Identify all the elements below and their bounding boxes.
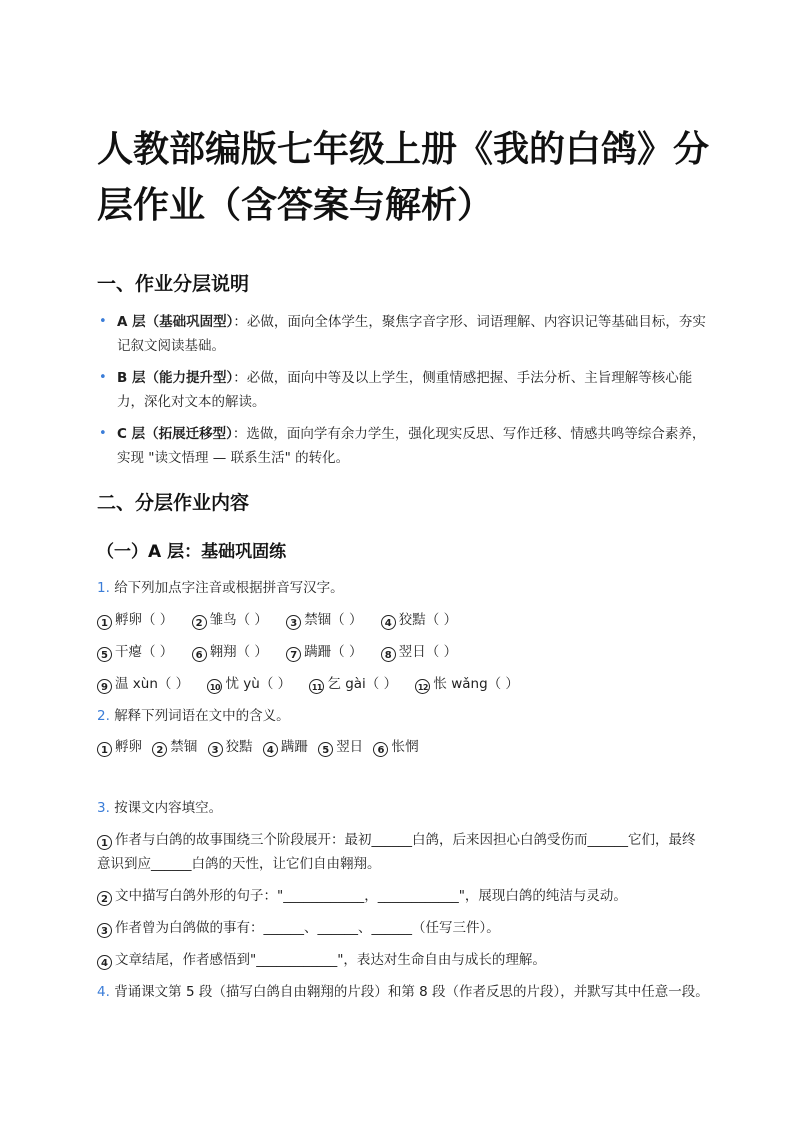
q2-word-list — [97, 735, 707, 759]
question-number: 4. — [97, 984, 110, 1000]
circled-number-icon: 1 — [97, 615, 112, 630]
item-text: 孵卵（ ） — [115, 612, 174, 628]
q1-row-1 — [97, 608, 707, 632]
list-item — [97, 310, 707, 358]
item-text: 翱翔（ ） — [209, 644, 268, 660]
item-text: 温 xùn（ ） — [115, 676, 190, 692]
word-text: 狡黠 — [225, 739, 253, 755]
circled-number-icon: 8 — [381, 647, 396, 662]
circled-number-icon: 4 — [381, 615, 396, 630]
q1-item — [381, 644, 457, 660]
circled-number-icon: 2 — [97, 891, 112, 906]
question-number: 3. — [97, 800, 110, 816]
circled-number-icon: 2 — [192, 615, 207, 630]
layer-description: ：选做，面向学有余力学生，强化现实反思、写作迁移、情感共鸣等综合素养，实现 "读文悟理 — 联系生活" 的转化。 — [117, 426, 706, 466]
q3-item-4 — [97, 948, 707, 972]
q1-item — [207, 676, 291, 692]
q1-row-2 — [97, 640, 707, 664]
word-text: 翌日 — [336, 739, 364, 755]
q1-item — [381, 612, 457, 628]
word-text: 孵卵 — [115, 739, 142, 755]
q2-word — [373, 739, 418, 755]
q1-item — [97, 612, 173, 628]
q1-item — [415, 676, 519, 692]
item-text: 乞 gài（ ） — [327, 676, 398, 692]
question-text: 给下列加点字注音或根据拼音写汉字。 — [114, 580, 344, 596]
layer-label: A 层（基础巩固型） — [117, 314, 234, 330]
word-text: 怅惘 — [391, 739, 419, 755]
bullet-icon: • — [99, 370, 107, 385]
item-text: 禁锢（ ） — [304, 612, 363, 628]
circled-number-icon: 3 — [208, 742, 223, 757]
list-item — [97, 366, 707, 414]
circled-number-icon: 2 — [152, 742, 167, 757]
section-heading-content: 二、分层作业内容 — [97, 492, 250, 514]
item-text: 怅 wǎng（ ） — [433, 676, 519, 692]
circled-number-icon: 10 — [207, 679, 222, 694]
circled-number-icon: 5 — [318, 742, 333, 757]
q1-item — [192, 644, 268, 660]
question-number: 1. — [97, 580, 110, 596]
q1-item — [309, 676, 397, 692]
circled-number-icon: 9 — [97, 679, 112, 694]
question-3 — [97, 796, 707, 820]
section-heading-explanation: 一、作业分层说明 — [97, 273, 250, 295]
q1-item — [286, 612, 362, 628]
circled-number-icon: 12 — [415, 679, 430, 694]
q2-word — [263, 739, 308, 755]
circled-number-icon: 3 — [286, 615, 301, 630]
circled-number-icon: 11 — [309, 679, 324, 694]
bullet-icon: • — [99, 426, 107, 441]
q1-item — [97, 644, 173, 660]
question-text: 按课文内容填空。 — [114, 800, 223, 816]
circled-number-icon: 6 — [373, 742, 388, 757]
q3-item-2 — [97, 884, 707, 908]
q2-word — [208, 739, 253, 755]
word-text: 蹒跚 — [280, 739, 308, 755]
item-text: 狡黠（ ） — [398, 612, 458, 628]
q1-row-3 — [97, 672, 707, 696]
question-number: 2. — [97, 708, 110, 724]
item-text: 翌日（ ） — [398, 644, 458, 660]
circled-number-icon: 7 — [286, 647, 301, 662]
document-title: 人教部编版七年级上册《我的白鸽》分层作业（含答案与解析） — [97, 129, 710, 226]
fill-blank-text: 文章结尾，作者感悟到"____________"，表达对生命自由与成长的理解。 — [115, 952, 546, 968]
layer-explanation-list — [97, 310, 707, 478]
q1-item — [97, 676, 189, 692]
layer-description: ：必做，面向全体学生，聚焦字音字形、词语理解、内容识记等基础目标，夯实记叙文阅读基础。 — [117, 314, 706, 354]
item-text: 忧 yù（ ） — [225, 676, 292, 692]
item-text: 雏鸟（ ） — [209, 612, 268, 628]
circled-number-icon: 5 — [97, 647, 112, 662]
list-item — [97, 422, 707, 470]
item-text: 干瘪（ ） — [115, 644, 174, 660]
subsection-heading-a-layer: （一）A 层：基础巩固练 — [97, 542, 287, 562]
fill-blank-text: 文中描写白鸽外形的句子："____________，____________"，展现白鸽的纯洁与灵动。 — [115, 888, 627, 904]
layer-label: B 层（能力提升型） — [117, 370, 234, 386]
circled-number-icon: 1 — [97, 742, 112, 757]
q2-word — [152, 739, 197, 755]
circled-number-icon: 3 — [97, 923, 112, 938]
bullet-icon: • — [99, 314, 107, 329]
q3-item-3 — [97, 916, 707, 940]
circled-number-icon: 4 — [263, 742, 278, 757]
layer-description: ：必做，面向中等及以上学生，侧重情感把握、手法分析、主旨理解等核心能力，深化对文本的解读。 — [117, 370, 693, 410]
circled-number-icon: 6 — [192, 647, 207, 662]
fill-blank-text: 作者与白鸽的故事围绕三个阶段展开：最初______白鸽，后来因担心白鸽受伤而______它们，最终意识到应______白鸽的天性，让它们自由翱翔。 — [97, 832, 696, 872]
question-4 — [97, 980, 723, 1004]
question-1 — [97, 576, 707, 600]
circled-number-icon: 4 — [97, 955, 112, 970]
question-text: 解释下列词语在文中的含义。 — [114, 708, 290, 724]
q2-word — [318, 739, 363, 755]
question-text: 背诵课文第 5 段（描写白鸽自由翱翔的片段）和第 8 段（作者反思的片段），并默写其中任意一段。 — [114, 984, 709, 1000]
item-text: 蹒跚（ ） — [304, 644, 363, 660]
q1-item — [286, 644, 362, 660]
circled-number-icon: 1 — [97, 835, 112, 850]
word-text: 禁锢 — [170, 739, 198, 755]
q2-word — [97, 739, 142, 755]
layer-label: C 层（拓展迁移型） — [117, 426, 233, 442]
fill-blank-text: 作者曾为白鸽做的事有：______、______、______（任写三件）。 — [115, 920, 500, 936]
q3-item-1 — [97, 828, 707, 876]
question-2 — [97, 704, 707, 728]
q1-item — [192, 612, 268, 628]
